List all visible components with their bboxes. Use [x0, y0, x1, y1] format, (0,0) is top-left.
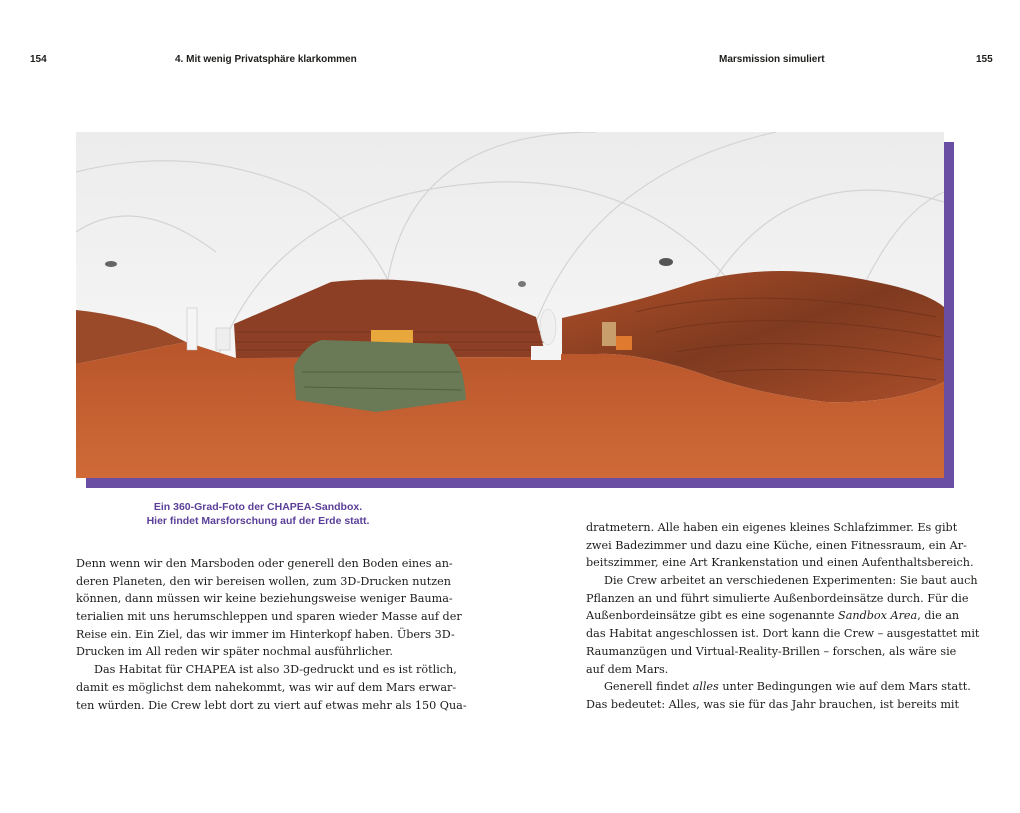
text-line: Die Crew arbeitet an verschiedenen Experimenten: Sie baut auch — [604, 574, 978, 588]
sandbox-panorama-photo — [76, 132, 944, 478]
text-line: Reise ein. Ein Ziel, das wir immer im Hinterkopf haben. Übers 3D- — [76, 627, 455, 641]
text-fragment: Außenbordeinsätze gibt es eine sogenannte — [586, 609, 839, 623]
text-line: Pflanzen an und führt simulierte Außenbordeinsätze durch. Für die — [586, 591, 969, 605]
caption-line-2: Hier findet Marsforschung auf der Erde statt. — [146, 515, 370, 527]
panorama-illustration — [76, 132, 944, 478]
text-line: deren Planeten, den wir bereisen wollen, zum 3D-Drucken nutzen — [76, 574, 451, 588]
chapter-title: 4. Mit wenig Privatsphäre klarkommen — [175, 54, 357, 65]
section-title: Marsmission simuliert — [719, 54, 825, 65]
right-page-number: 155 — [976, 54, 993, 65]
text-line: beitszimmer, eine Art Krankenstation und einen Aufenthaltsbereich. — [586, 556, 974, 570]
photo-caption — [76, 500, 440, 528]
text-fragment: Generell findet — [604, 680, 693, 694]
right-text-column — [586, 519, 980, 714]
text-line: damit es möglichst dem nahekommt, was wir auf dem Mars erwar- — [76, 680, 457, 694]
text-line: zwei Badezimmer und dazu eine Küche, einen Fitnessraum, ein Ar- — [586, 538, 967, 552]
text-line: Raumanzügen und Virtual-Reality-Brillen – forschen, als wäre sie — [586, 644, 957, 658]
text-line: dratmetern. Alle haben ein eigenes kleines Schlafzimmer. Es gibt — [586, 521, 958, 534]
text-line: Denn wenn wir den Marsboden oder generell den Boden eines an- — [76, 557, 453, 570]
caption-line-1: Ein 360-Grad-Foto der CHAPEA-Sandbox. — [153, 501, 363, 513]
text-fragment: unter Bedingungen wie auf dem Mars statt. — [718, 680, 971, 694]
text-line: das Habitat angeschlossen ist. Dort kann die Crew – ausgestattet mit — [586, 627, 980, 641]
text-line — [586, 607, 960, 625]
left-page-number: 154 — [30, 54, 47, 65]
text-line: können, dann müssen wir keine beziehungsweise weniger Bauma- — [76, 592, 453, 606]
text-line: ten würden. Die Crew lebt dort zu viert auf etwas mehr als 150 Qua- — [76, 698, 467, 712]
alles-emphasis: alles — [692, 680, 719, 694]
text-line: Das bedeutet: Alles, was sie für das Jahr brauchen, ist bereits mit — [586, 697, 960, 711]
sandbox-area-emphasis: Sandbox Area — [838, 609, 918, 623]
text-line: auf dem Mars. — [586, 662, 669, 676]
text-line — [586, 678, 971, 696]
text-fragment: , die an — [917, 609, 960, 623]
left-text-column — [76, 555, 467, 714]
text-line: Drucken im All reden wir später nochmal ausführlicher. — [76, 645, 393, 659]
text-line: terialien mit uns herumschleppen und sparen wieder Masse auf der — [76, 610, 462, 624]
text-line: Das Habitat für CHAPEA ist also 3D-gedruckt und es ist rötlich, — [94, 663, 457, 677]
